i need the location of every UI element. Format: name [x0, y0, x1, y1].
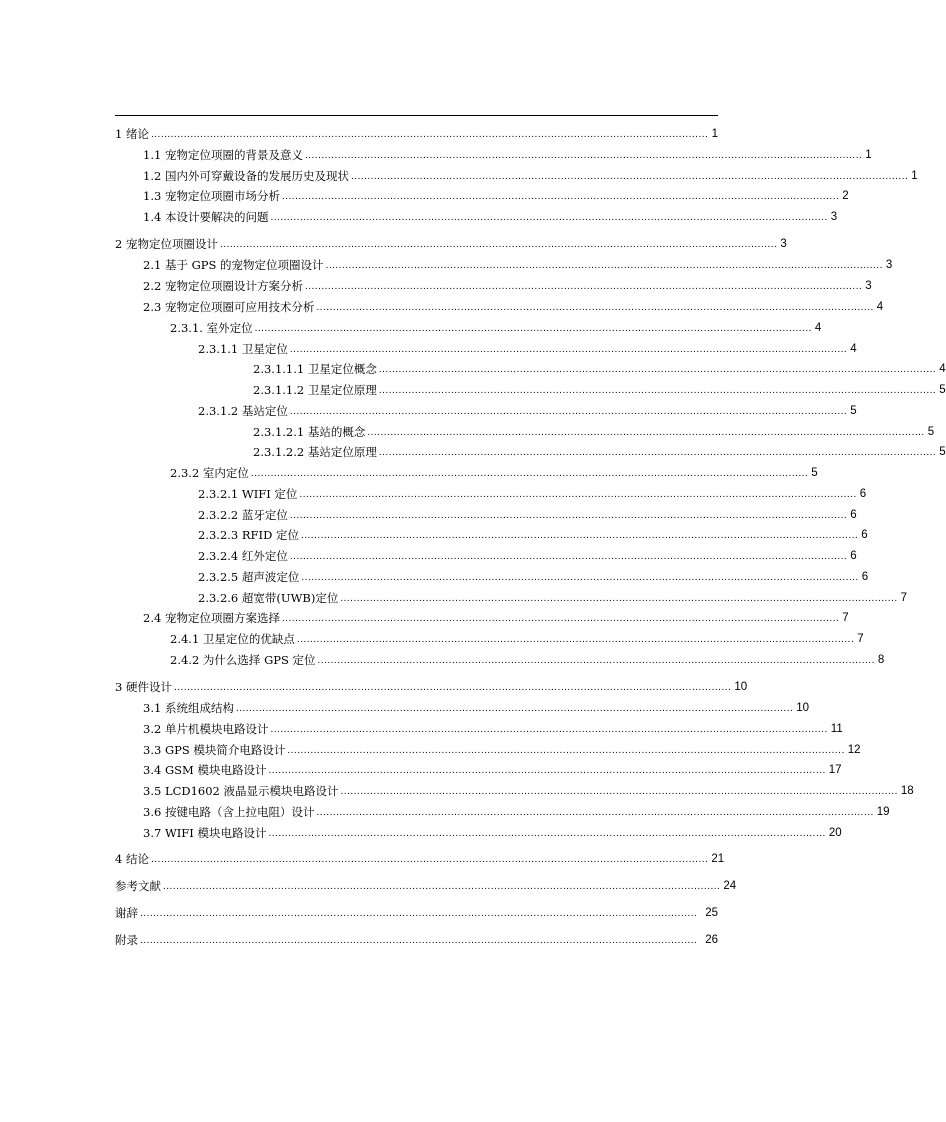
- toc-entry-title: 3.3 GPS 模块简介电路设计: [143, 743, 286, 757]
- toc-entry[interactable]: [115, 902, 718, 920]
- toc-entry-page: 18: [900, 785, 914, 797]
- toc-entry[interactable]: [198, 524, 868, 542]
- toc-entry[interactable]: [198, 566, 869, 584]
- toc-entry[interactable]: [198, 483, 867, 501]
- toc-entry-title: 2.4.1 卫星定位的优缺点: [170, 632, 295, 646]
- toc-entry-page: 5: [939, 446, 946, 458]
- toc-entry-title: 2 宠物定位项圈设计: [115, 237, 218, 251]
- toc-entry-page: 3: [865, 280, 872, 292]
- toc-leader-dots: ..........................................................................................................................................................................: [304, 281, 863, 292]
- toc-leader-dots: ..........................................................................................................................................................................: [163, 881, 721, 892]
- toc-leader-dots: ..........................................................................................................................................................................: [350, 171, 909, 182]
- toc-entry-title: 1.1 宠物定位项圈的背景及意义: [143, 148, 303, 162]
- toc-leader-dots: ..........................................................................................................................................................................: [219, 239, 778, 250]
- toc-entry[interactable]: [170, 317, 822, 335]
- toc-entry-title: 2.4.2 为什么选择 GPS 定位: [170, 653, 316, 667]
- toc-entry-page: 6: [859, 488, 867, 500]
- toc-entry-title: 3.1 系统组成结构: [143, 701, 234, 715]
- toc-entry[interactable]: [143, 822, 842, 840]
- toc-entry[interactable]: [143, 185, 849, 203]
- toc-leader-dots: ..........................................................................................................................................................................: [173, 682, 732, 693]
- toc-entry-title: 4 结论: [115, 852, 149, 866]
- toc-entry-title: 3.4 GSM 模块电路设计: [143, 763, 267, 777]
- toc-entry[interactable]: [253, 379, 946, 397]
- toc-entry-title: 1 绪论: [115, 127, 149, 141]
- toc-leader-dots: ..........................................................................................................................................................................: [270, 212, 828, 223]
- toc-entry-page: 3: [885, 259, 893, 271]
- toc-entry[interactable]: [253, 441, 946, 459]
- toc-entry-title: 2.3.1. 室外定位: [170, 321, 253, 335]
- toc-entry-title: 2.3.1.2.1 基站的概念: [253, 425, 366, 439]
- toc-leader-dots: ..........................................................................................................................................................................: [289, 406, 848, 417]
- toc-entry-title: 2.3.1.1.1 卫星定位概念: [253, 362, 377, 376]
- toc-entry-title: 2.3.1.2 基站定位: [198, 404, 288, 418]
- toc-entry-page: 5: [939, 384, 946, 396]
- toc-leader-dots: ..........................................................................................................................................................................: [340, 786, 898, 797]
- toc-entry[interactable]: [115, 875, 737, 893]
- toc-entry-title: 2.3.1.1 卫星定位: [198, 342, 288, 356]
- toc-entry-title: 1.4 本设计要解决的问题: [143, 210, 269, 224]
- toc-entry-title: 3.2 单片机模块电路设计: [143, 722, 269, 736]
- toc-leader-dots: ..........................................................................................................................................................................: [367, 427, 925, 438]
- toc-entry-title: 3.6 按键电路（含上拉电阻）设计: [143, 805, 315, 819]
- toc-entry[interactable]: [170, 462, 818, 480]
- toc-leader-dots: ..........................................................................................................................................................................: [316, 807, 874, 818]
- toc-entry[interactable]: [143, 254, 893, 272]
- toc-leader-dots: ..........................................................................................................................................................................: [300, 530, 859, 541]
- toc-leader-dots: ..........................................................................................................................................................................: [301, 572, 859, 583]
- toc-entry-title: 1.3 宠物定位项圈市场分析: [143, 189, 280, 203]
- toc-entry-page: 6: [861, 571, 869, 583]
- toc-entry-page: 7: [857, 633, 864, 645]
- toc-entry[interactable]: [115, 676, 748, 694]
- toc-leader-dots: ..........................................................................................................................................................................: [289, 344, 848, 355]
- toc-entry-page: 6: [861, 529, 868, 541]
- toc-leader-dots: ..........................................................................................................................................................................: [289, 510, 848, 521]
- toc-leader-dots: ..........................................................................................................................................................................: [281, 613, 840, 624]
- toc-entry[interactable]: [198, 338, 857, 356]
- toc-entry-page: 5: [850, 405, 857, 417]
- toc-entry-page: 4: [876, 301, 884, 313]
- toc-entry-page: 10: [796, 702, 810, 714]
- toc-leader-dots: ..........................................................................................................................................................................: [150, 854, 709, 865]
- toc-entry-title: 2.3.2 室内定位: [170, 466, 249, 480]
- toc-entry[interactable]: [143, 759, 842, 777]
- toc-leader-dots: ..........................................................................................................................................................................: [316, 302, 874, 313]
- toc-entry-page: 5: [811, 467, 818, 479]
- toc-entry-page: 12: [847, 744, 861, 756]
- toc-entry-page: 21: [711, 853, 725, 865]
- toc-entry-title: 2.3.2.3 RFID 定位: [198, 528, 299, 542]
- toc-entry-page: 6: [850, 550, 857, 562]
- toc-entry-page: 3: [780, 238, 787, 250]
- toc-leader-dots: ..........................................................................................................................................................................: [340, 593, 898, 604]
- toc-entry-title: 2.3.1.2.2 基站定位原理: [253, 445, 377, 459]
- toc-entry-title: 3 硬件设计: [115, 680, 172, 694]
- toc-entry[interactable]: [143, 739, 861, 757]
- toc-entry-title: 参考文献: [115, 879, 161, 893]
- toc-leader-dots: ..........................................................................................................................................................................: [317, 655, 875, 666]
- toc-entry-title: 2.2 宠物定位项圈设计方案分析: [143, 279, 303, 293]
- toc-leader-dots: ..........................................................................................................................................................................: [289, 551, 848, 562]
- toc-leader-dots: ..........................................................................................................................................................................: [270, 724, 828, 735]
- toc-leader-dots: ..........................................................................................................................................................................: [250, 468, 809, 479]
- toc-entry[interactable]: [198, 504, 857, 522]
- toc-entry-title: 3.5 LCD1602 液晶显示模块电路设计: [143, 784, 339, 798]
- toc-entry[interactable]: [253, 358, 946, 376]
- toc-leader-dots: ..........................................................................................................................................................................: [140, 935, 698, 946]
- toc-entry-page: 20: [828, 827, 842, 839]
- toc-entry-title: 2.3.2.5 超声波定位: [198, 570, 300, 584]
- toc-entry-page: 7: [900, 592, 908, 604]
- toc-leader-dots: ..........................................................................................................................................................................: [281, 191, 840, 202]
- toc-leader-dots: ..........................................................................................................................................................................: [325, 260, 883, 271]
- toc-entry[interactable]: [143, 718, 843, 736]
- toc-leader-dots: ..........................................................................................................................................................................: [299, 489, 857, 500]
- toc-entry-page: 3: [830, 211, 838, 223]
- toc-entry-page: 11: [830, 723, 843, 735]
- toc-entry[interactable]: [115, 929, 718, 947]
- toc-entry-page: 8: [877, 654, 885, 666]
- toc-entry[interactable]: [115, 233, 787, 251]
- toc-entry-page: 7: [842, 612, 849, 624]
- toc-entry[interactable]: [143, 144, 872, 162]
- toc-leader-dots: ..........................................................................................................................................................................: [150, 129, 709, 140]
- toc-entry[interactable]: [143, 206, 838, 224]
- toc-entry-page: 24: [723, 880, 737, 892]
- toc-leader-dots: ..........................................................................................................................................................................: [378, 364, 937, 375]
- toc-entry-page: 10: [734, 681, 748, 693]
- toc-entry-title: 附录: [115, 933, 138, 947]
- toc-entry-page: 1: [711, 128, 718, 140]
- toc-entry-title: 2.3.2.2 蓝牙定位: [198, 508, 288, 522]
- toc-leader-dots: ..........................................................................................................................................................................: [254, 323, 812, 334]
- toc-entry[interactable]: [198, 545, 857, 563]
- toc-leader-dots: ..........................................................................................................................................................................: [304, 150, 863, 161]
- toc-entry-title: 3.7 WIFI 模块电路设计: [143, 826, 267, 840]
- toc-entry[interactable]: [143, 607, 849, 625]
- toc-leader-dots: ..........................................................................................................................................................................: [235, 703, 794, 714]
- toc-entry-page: 17: [828, 764, 842, 776]
- toc-entry-title: 2.3.1.1.2 卫星定位原理: [253, 383, 377, 397]
- toc-entry-title: 2.3 宠物定位项圈可应用技术分析: [143, 300, 315, 314]
- toc-entry-page: 4: [939, 363, 946, 375]
- toc-entry-page: 1: [911, 170, 918, 182]
- toc-entry-page: 4: [814, 322, 822, 334]
- toc-entry-title: 2.1 基于 GPS 的宠物定位项圈设计: [143, 258, 324, 272]
- toc-entry[interactable]: [253, 421, 935, 439]
- header-rule: [115, 115, 718, 116]
- toc-entry-title: 谢辞: [115, 906, 138, 920]
- toc-entry-page: 2: [842, 190, 849, 202]
- toc-entry[interactable]: [143, 780, 914, 798]
- toc-entry-page: 5: [927, 426, 935, 438]
- toc-leader-dots: ..........................................................................................................................................................................: [268, 765, 826, 776]
- toc-entry[interactable]: [115, 123, 718, 141]
- toc-entry-title: 1.2 国内外可穿戴设备的发展历史及现状: [143, 169, 349, 183]
- toc-entry-title: 2.3.2.1 WIFI 定位: [198, 487, 298, 501]
- toc-entry[interactable]: [143, 275, 872, 293]
- toc-entry[interactable]: [170, 628, 864, 646]
- toc-leader-dots: ..........................................................................................................................................................................: [378, 447, 937, 458]
- toc-entry[interactable]: [198, 587, 908, 605]
- toc-leader-dots: ..........................................................................................................................................................................: [378, 385, 937, 396]
- toc-entry-page: 19: [876, 806, 890, 818]
- toc-entry-title: 2.3.2.4 红外定位: [198, 549, 288, 563]
- toc-entry-title: 2.3.2.6 超宽带(UWB)定位: [198, 591, 339, 605]
- toc-entry[interactable]: [170, 649, 885, 667]
- toc-entry[interactable]: [198, 400, 857, 418]
- toc-entry[interactable]: [143, 165, 918, 183]
- toc-leader-dots: ..........................................................................................................................................................................: [140, 908, 698, 919]
- toc-entry[interactable]: [143, 296, 884, 314]
- toc-entry[interactable]: [143, 697, 810, 715]
- toc-leader-dots: ..........................................................................................................................................................................: [287, 745, 845, 756]
- toc-entry[interactable]: [143, 801, 890, 819]
- toc-entry-page: 25: [705, 907, 718, 919]
- toc-entry-page: 4: [850, 343, 857, 355]
- toc-leader-dots: ..........................................................................................................................................................................: [268, 828, 826, 839]
- toc-entry-page: 6: [850, 509, 857, 521]
- toc-entry-title: 2.4 宠物定位项圈方案选择: [143, 611, 280, 625]
- toc-leader-dots: ..........................................................................................................................................................................: [296, 634, 855, 645]
- toc-entry[interactable]: [115, 848, 725, 866]
- toc-entry-page: 26: [705, 934, 718, 946]
- toc-entry-page: 1: [865, 149, 872, 161]
